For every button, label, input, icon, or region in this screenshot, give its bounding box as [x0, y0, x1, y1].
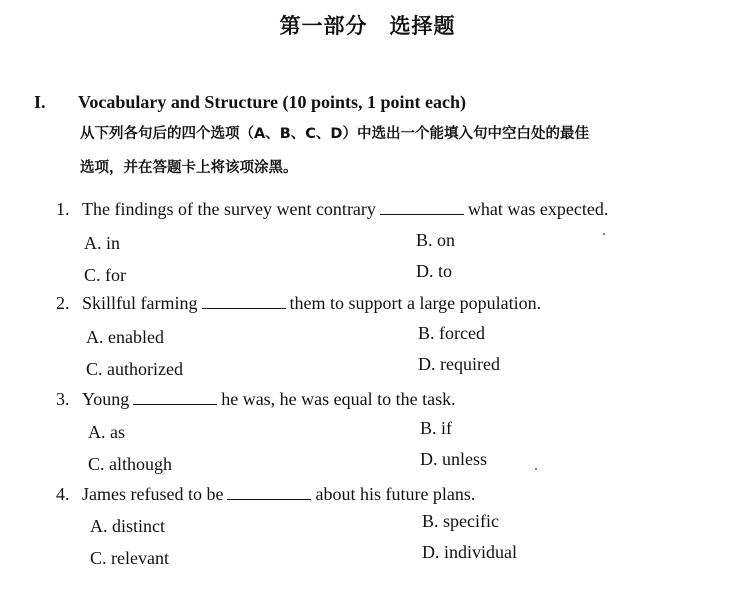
- option-a: A. in: [84, 233, 120, 253]
- question-4: [56, 484, 475, 505]
- option-a: A. distinct: [90, 516, 165, 536]
- question-3: [56, 389, 456, 410]
- question-stem-before: Young: [82, 389, 130, 409]
- option-b: B. on: [416, 230, 456, 250]
- answer-blank: [380, 200, 464, 215]
- question-stem-after: about his future plans.: [315, 484, 476, 504]
- question-2: [56, 293, 541, 314]
- section-heading: Vocabulary and Structure (10 points, 1 point each): [78, 92, 467, 112]
- instruction-line-1: 从下列各句后的四个选项（A、B、C、D）中选出一个能填入句中空白处的最佳: [80, 126, 589, 142]
- question-number: 2.: [56, 293, 70, 313]
- question-stem-before: The findings of the survey went contrary: [82, 199, 376, 219]
- option-a: A. enabled: [86, 327, 164, 347]
- page-title: 第一部分 选择题: [279, 14, 456, 38]
- option-c: C. for: [84, 265, 126, 285]
- option-d: D. to: [416, 261, 452, 281]
- instruction-line-2: 选项，并在答题卡上将该项涂黑。: [80, 160, 298, 176]
- question-stem-before: James refused to be: [82, 484, 224, 504]
- answer-blank: [202, 294, 286, 309]
- answer-blank: [133, 390, 217, 405]
- question-1: [56, 199, 608, 220]
- question-stem-after: he was, he was equal to the task.: [221, 389, 456, 409]
- scan-speck: [603, 233, 605, 235]
- question-stem-after: what was expected.: [467, 199, 609, 219]
- section-header: [34, 92, 466, 113]
- option-d: D. required: [418, 354, 500, 374]
- question-stem-before: Skillful farming: [82, 293, 198, 313]
- section-number: I.: [34, 92, 46, 112]
- question-number: 4.: [56, 484, 70, 504]
- scan-speck: [535, 468, 537, 470]
- option-b: B. if: [420, 418, 453, 438]
- option-c: C. authorized: [86, 359, 183, 379]
- option-d: D. unless: [420, 449, 487, 469]
- option-c: C. relevant: [90, 548, 169, 568]
- question-number: 3.: [56, 389, 70, 409]
- answer-blank: [227, 485, 311, 500]
- option-b: B. forced: [418, 323, 485, 343]
- option-d: D. individual: [422, 542, 517, 562]
- question-number: 1.: [56, 199, 70, 219]
- question-stem-after: them to support a large population.: [289, 293, 542, 313]
- option-c: C. although: [88, 454, 172, 474]
- option-b: B. specific: [422, 511, 499, 531]
- option-a: A. as: [88, 422, 125, 442]
